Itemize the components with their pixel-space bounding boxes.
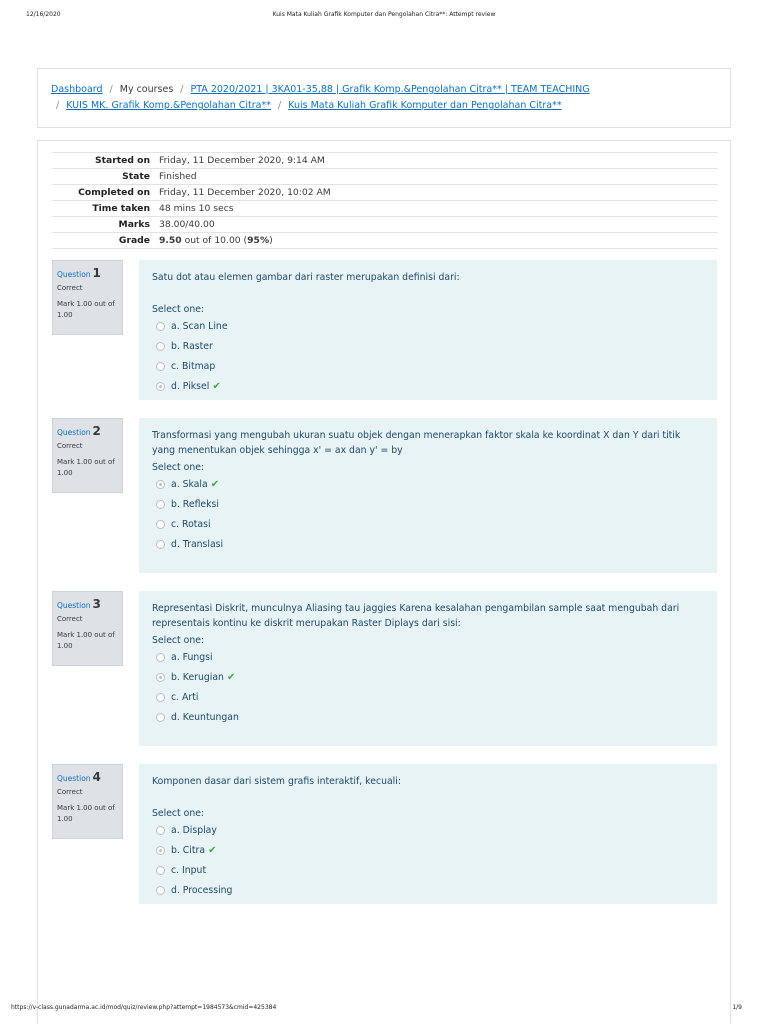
answer-label: b. Kerugian [171,672,224,683]
summary-value: Friday, 11 December 2020, 10:02 AM [159,185,717,201]
check-icon: ✔ [212,381,221,392]
radio-icon[interactable] [156,520,165,529]
summary-row [52,217,717,233]
answer-label: a. Skala [171,479,208,490]
question-text: Transformasi yang mengubah ukuran suatu objek dengan menerapkan faktor skala ke koordinat X dan Y dari titik yang menentukan objek sehingga x' = ax dan y' = by [152,430,681,456]
question-content-4 [139,764,717,904]
answer-option[interactable] [152,650,704,670]
answer-label: b. Raster [171,341,213,352]
summary-value: 38.00/40.00 [159,217,717,233]
grade-close: ) [269,235,273,246]
breadcrumb-course-link[interactable]: PTA 2020/2021 | 3KA01-35,88 | Grafik Komp.&Pengolahan Citra** | TEAM TEACHING [190,84,590,95]
check-icon: ✔ [226,672,236,683]
select-one-prompt: Select one: [152,462,205,473]
answer-label: c. Rotasi [171,519,211,530]
print-date: 12/16/2020 [26,11,61,18]
radio-icon[interactable] [156,322,165,331]
answer-label: c. Arti [171,692,199,703]
question-number: 3 [92,597,101,611]
select-one-prompt: Select one: [152,304,205,315]
radio-icon[interactable] [156,673,165,682]
radio-icon[interactable] [156,713,165,722]
answer-option[interactable] [152,517,704,537]
question-state: Correct [57,442,83,450]
summary-row [52,153,717,169]
summary-row [52,169,717,185]
answer-option[interactable] [152,537,704,557]
breadcrumb-section-link[interactable]: KUIS MK. Grafik Komp.&Pengolahan Citra** [66,100,271,111]
answer-option[interactable] [152,319,704,339]
question-info-4 [52,764,123,839]
attempt-summary-table [52,152,717,249]
question-info-2 [52,418,123,493]
answer-option[interactable] [152,690,704,710]
breadcrumb-separator: / [109,84,113,95]
question-content-1 [139,260,717,400]
question-number: 1 [92,266,101,280]
summary-label: Time taken [52,201,159,217]
breadcrumb-dashboard-link[interactable]: Dashboard [51,84,103,95]
summary-row-grade [52,233,717,249]
question-mark: Mark 1.00 out of 1.00 [57,631,115,650]
question-text: Representasi Diskrit, munculnya Aliasing tau jaggies Karena kesalahan pengambilan sample saat mengubah dari representais kontinu ke diskrit merupakan Raster Diplays dari sisi: [152,603,680,629]
summary-label: Completed on [52,185,159,201]
question-label: Question [57,774,91,783]
breadcrumb [37,68,731,128]
grade-score: 9.50 [159,235,182,246]
grade-value [159,233,717,249]
summary-value: Friday, 11 December 2020, 9:14 AM [159,153,717,169]
radio-icon[interactable] [156,653,165,662]
question-text: Satu dot atau elemen gambar dari raster merupakan definisi dari: [152,272,460,283]
breadcrumb-line-1 [51,84,590,95]
check-icon: ✔ [210,479,220,490]
answer-label: b. Refleksi [171,499,219,510]
radio-icon[interactable] [156,693,165,702]
print-url: https://v-class.gunadarma.ac.id/mod/quiz/review.php?attempt=1984573&cmid=425384 [11,1004,277,1011]
summary-row [52,201,717,217]
answer-label: d. Piksel [171,381,210,392]
answer-list [152,319,704,399]
answer-label: c. Input [171,865,207,876]
radio-icon[interactable] [156,846,165,855]
radio-icon[interactable] [156,382,165,391]
question-label: Question [57,428,91,437]
radio-icon[interactable] [156,480,165,489]
grade-percent: 95% [247,235,270,246]
check-icon: ✔ [208,845,217,856]
summary-row [52,185,717,201]
answer-list [152,823,704,903]
question-state: Correct [57,788,83,796]
grade-out-of: out of 10.00 ( [181,235,248,246]
question-mark: Mark 1.00 out of 1.00 [57,804,115,823]
radio-icon[interactable] [156,886,165,895]
radio-icon[interactable] [156,500,165,509]
breadcrumb-separator: / [56,100,60,111]
question-number: 4 [92,770,101,784]
breadcrumb-line-2 [56,100,562,111]
print-header [0,11,768,23]
question-number: 2 [92,424,101,438]
radio-icon[interactable] [156,342,165,351]
radio-icon[interactable] [156,362,165,371]
answer-label: a. Display [171,825,217,836]
question-state: Correct [57,284,83,292]
summary-label: Marks [52,217,159,233]
breadcrumb-separator: / [180,84,184,95]
radio-icon[interactable] [156,826,165,835]
question-content-2 [139,418,717,573]
grade-label: Grade [52,233,159,249]
answer-list [152,477,704,557]
answer-option[interactable] [152,339,704,359]
question-content-3 [139,591,717,746]
print-title: Kuis Mata Kuliah Grafik Komputer dan Pengolahan Citra**: Attempt review [272,11,496,18]
answer-list [152,650,704,730]
answer-label: c. Bitmap [171,361,216,372]
breadcrumb-my-courses: My courses [119,84,174,95]
question-state: Correct [57,615,83,623]
select-one-prompt: Select one: [152,635,205,646]
answer-option[interactable] [152,843,704,863]
question-info-1 [52,260,123,335]
question-label: Question [57,270,91,279]
answer-label: b. Citra [171,845,206,856]
print-footer [0,1004,768,1016]
answer-label: d. Translasi [171,539,224,550]
answer-option[interactable] [152,359,704,379]
answer-label: a. Scan Line [171,321,228,332]
summary-value: 48 mins 10 secs [159,201,717,217]
answer-option[interactable] [152,863,704,883]
answer-option[interactable] [152,883,704,903]
summary-label: State [52,169,159,185]
answer-label: d. Keuntungan [171,712,239,723]
breadcrumb-quiz-link[interactable]: Kuis Mata Kuliah Grafik Komputer dan Pengolahan Citra** [288,100,562,111]
select-one-prompt: Select one: [152,808,205,819]
question-mark: Mark 1.00 out of 1.00 [57,458,115,477]
answer-option[interactable] [152,497,704,517]
answer-label: a. Fungsi [171,652,213,663]
question-info-3 [52,591,123,666]
answer-option[interactable] [152,670,704,690]
radio-icon[interactable] [156,866,165,875]
question-mark: Mark 1.00 out of 1.00 [57,300,115,319]
summary-value: Finished [159,169,717,185]
answer-option[interactable] [152,710,704,730]
summary-label: Started on [52,153,159,169]
answer-option[interactable] [152,379,704,399]
question-text: Komponen dasar dari sistem grafis interaktif, kecuali: [152,776,401,787]
breadcrumb-separator: / [278,100,282,111]
radio-icon[interactable] [156,540,165,549]
page-number: 1/9 [732,1004,742,1011]
answer-option[interactable] [152,823,704,843]
answer-label: d. Processing [171,885,233,896]
answer-option[interactable] [152,477,704,497]
question-label: Question [57,601,91,610]
